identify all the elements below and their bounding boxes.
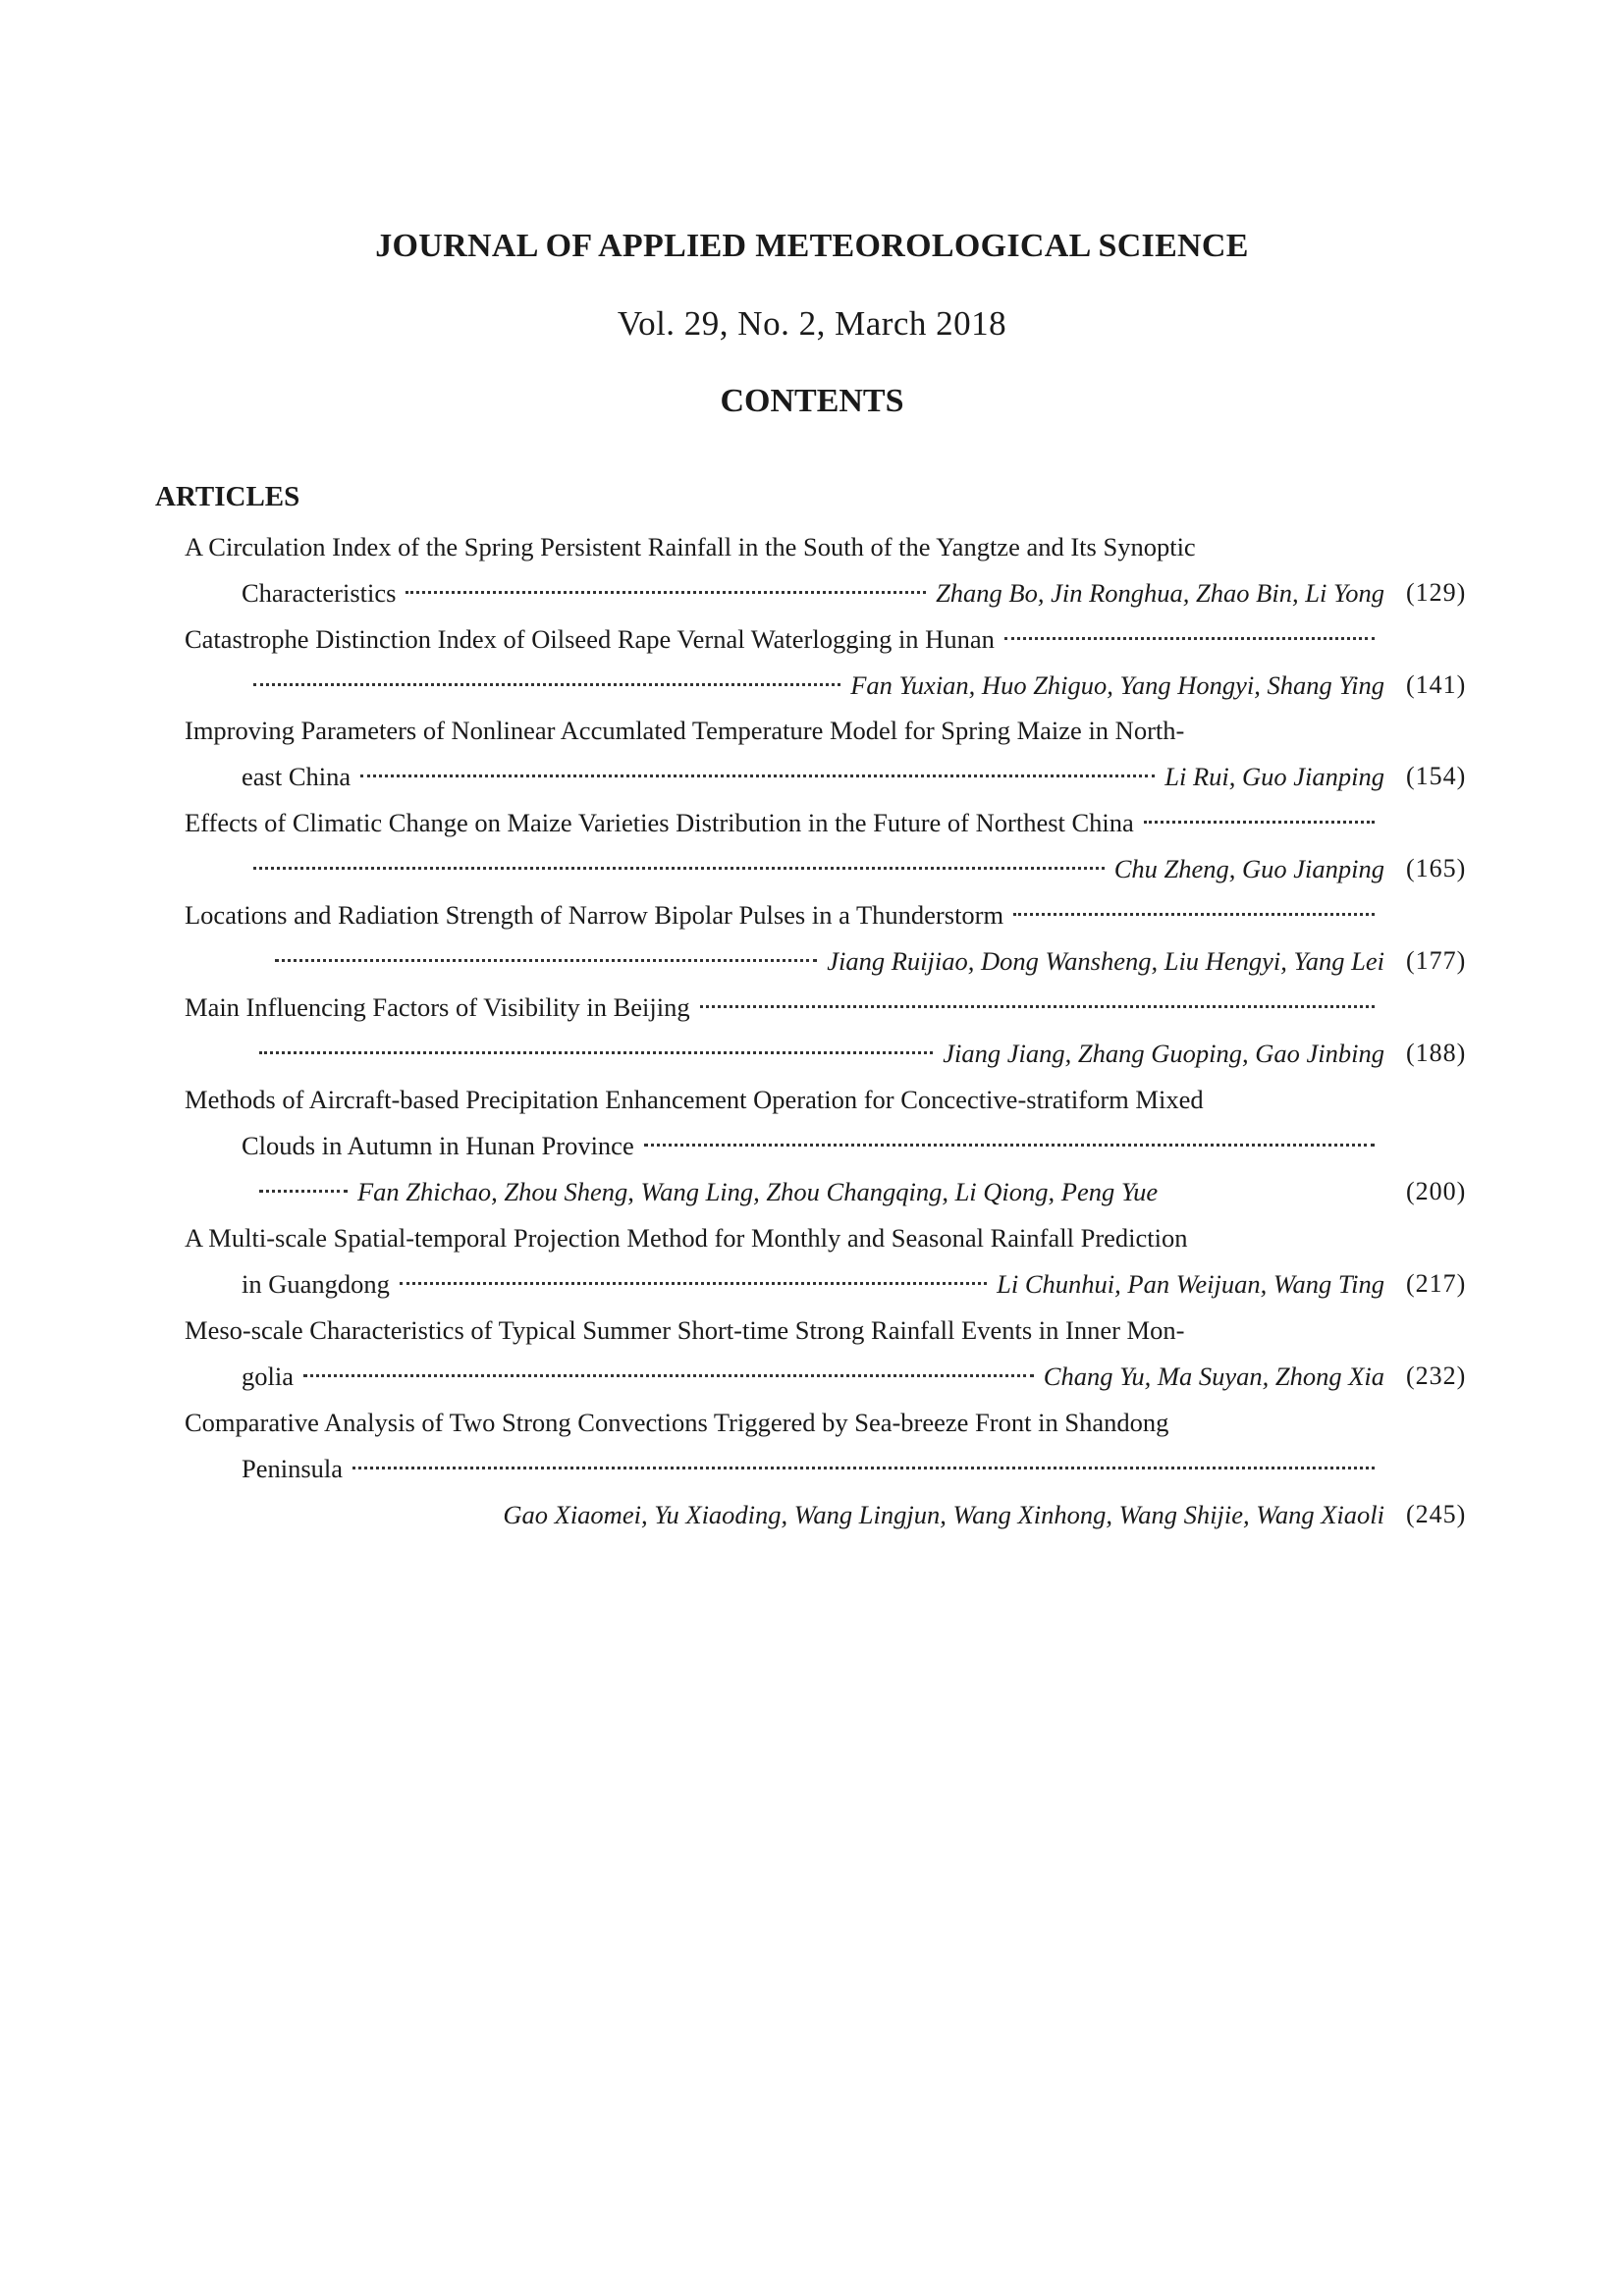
dot-leader bbox=[352, 1467, 1375, 1469]
article-entry bbox=[242, 757, 1384, 796]
article-title-continuation: Peninsula bbox=[242, 1454, 344, 1483]
article-entry bbox=[242, 573, 1384, 613]
article-author-row bbox=[259, 1034, 1384, 1073]
dot-leader bbox=[275, 959, 817, 962]
article-authors: Gao Xiaomei, Yu Xiaoding, Wang Lingjun, Wang Xinhong, Wang Shijie, Wang Xiaoli bbox=[503, 1500, 1384, 1529]
article-page-number: (232) bbox=[1406, 1362, 1467, 1390]
article-page-number: (217) bbox=[1406, 1269, 1467, 1298]
article-page-number: (154) bbox=[1406, 762, 1467, 790]
article-title-line: Catastrophe Distinction Index of Oilseed Rape Vernal Waterlogging in Hunan bbox=[185, 624, 995, 654]
article-entry bbox=[242, 1264, 1384, 1304]
article-entry bbox=[185, 619, 1384, 659]
article-title-line: Comparative Analysis of Two Strong Convections Triggered by Sea-breeze Front in Shandong bbox=[185, 1408, 1169, 1437]
article-authors: Li Chunhui, Pan Weijuan, Wang Ting bbox=[997, 1269, 1384, 1299]
dot-leader bbox=[259, 1190, 348, 1193]
dot-leader bbox=[1013, 913, 1375, 916]
article-page-number: (165) bbox=[1406, 854, 1467, 882]
article-title-line: Locations and Radiation Strength of Narrow Bipolar Pulses in a Thunderstorm bbox=[185, 900, 1004, 930]
dot-leader bbox=[700, 1005, 1375, 1008]
article-authors: Jiang Jiang, Zhang Guoping, Gao Jinbing bbox=[943, 1039, 1384, 1068]
dot-leader bbox=[259, 1051, 933, 1054]
article-page-number: (177) bbox=[1406, 946, 1467, 975]
issue-info: Vol. 29, No. 2, March 2018 bbox=[617, 304, 1007, 343]
article-title-continuation: Characteristics bbox=[242, 578, 397, 608]
article-entry bbox=[242, 1357, 1384, 1396]
article-page-number: (129) bbox=[1406, 578, 1467, 607]
article-entry bbox=[185, 895, 1384, 934]
article-page-number: (200) bbox=[1406, 1177, 1467, 1205]
dot-leader bbox=[644, 1144, 1375, 1147]
article-title-line: A Circulation Index of the Spring Persistent Rainfall in the South of the Yangtze and Its Synoptic bbox=[185, 532, 1196, 561]
article-authors: Chu Zheng, Guo Jianping bbox=[1113, 854, 1384, 883]
article-title-line: Main Influencing Factors of Visibility in Beijing bbox=[185, 992, 690, 1022]
article-authors: Fan Yuxian, Huo Zhiguo, Yang Hongyi, Shang Ying bbox=[850, 670, 1384, 700]
article-entry bbox=[242, 1449, 1384, 1488]
dot-leader bbox=[406, 591, 926, 594]
article-author-row bbox=[253, 849, 1384, 888]
article-title-line: Meso-scale Characteristics of Typical Summer Short-time Strong Rainfall Events in Inner Mon- bbox=[185, 1315, 1185, 1345]
article-authors: Fan Zhichao, Zhou Sheng, Wang Ling, Zhou Changqing, Li Qiong, Peng Yue bbox=[357, 1177, 1159, 1206]
article-title-continuation: Clouds in Autumn in Hunan Province bbox=[242, 1131, 634, 1160]
dot-leader bbox=[400, 1282, 987, 1285]
article-author-row bbox=[253, 666, 1384, 705]
journal-title: JOURNAL OF APPLIED METEOROLOGICAL SCIENCE bbox=[375, 228, 1249, 264]
article-page-number: (141) bbox=[1406, 670, 1467, 699]
article-title-continuation: east China bbox=[242, 762, 352, 791]
article-authors: Jiang Ruijiao, Dong Wansheng, Liu Hengyi, Yang Lei bbox=[827, 946, 1384, 976]
dot-leader bbox=[1004, 637, 1375, 640]
article-entry bbox=[185, 803, 1384, 842]
article-author-row bbox=[275, 941, 1384, 981]
article-title-line: Improving Parameters of Nonlinear Accumlated Temperature Model for Spring Maize in North- bbox=[185, 716, 1185, 745]
article-authors: Chang Yu, Ma Suyan, Zhong Xia bbox=[1043, 1362, 1384, 1391]
article-authors: Li Rui, Guo Jianping bbox=[1164, 762, 1384, 791]
section-heading-articles: ARTICLES bbox=[155, 481, 300, 512]
dot-leader bbox=[303, 1374, 1034, 1377]
article-page-number: (188) bbox=[1406, 1039, 1467, 1067]
contents-heading: CONTENTS bbox=[720, 383, 904, 419]
dot-leader bbox=[253, 683, 840, 686]
dot-leader bbox=[360, 774, 1155, 777]
article-title-continuation: in Guangdong bbox=[242, 1269, 390, 1299]
dot-leader bbox=[253, 867, 1105, 870]
article-authors: Zhang Bo, Jin Ronghua, Zhao Bin, Li Yong bbox=[936, 578, 1384, 608]
article-title-continuation: golia bbox=[242, 1362, 294, 1391]
article-entry bbox=[185, 988, 1384, 1027]
article-title-line: A Multi-scale Spatial-temporal Projection Method for Monthly and Seasonal Rainfall Prediction bbox=[185, 1223, 1188, 1253]
article-title-line: Effects of Climatic Change on Maize Varieties Distribution in the Future of Northest China bbox=[185, 808, 1134, 837]
article-entry bbox=[242, 1126, 1384, 1165]
article-author-row bbox=[259, 1172, 1384, 1211]
article-page-number: (245) bbox=[1406, 1500, 1467, 1528]
dot-leader bbox=[1144, 821, 1375, 824]
article-author-row bbox=[228, 1495, 1384, 1534]
article-title-line: Methods of Aircraft-based Precipitation Enhancement Operation for Concective-stratiform Mixed bbox=[185, 1085, 1204, 1114]
